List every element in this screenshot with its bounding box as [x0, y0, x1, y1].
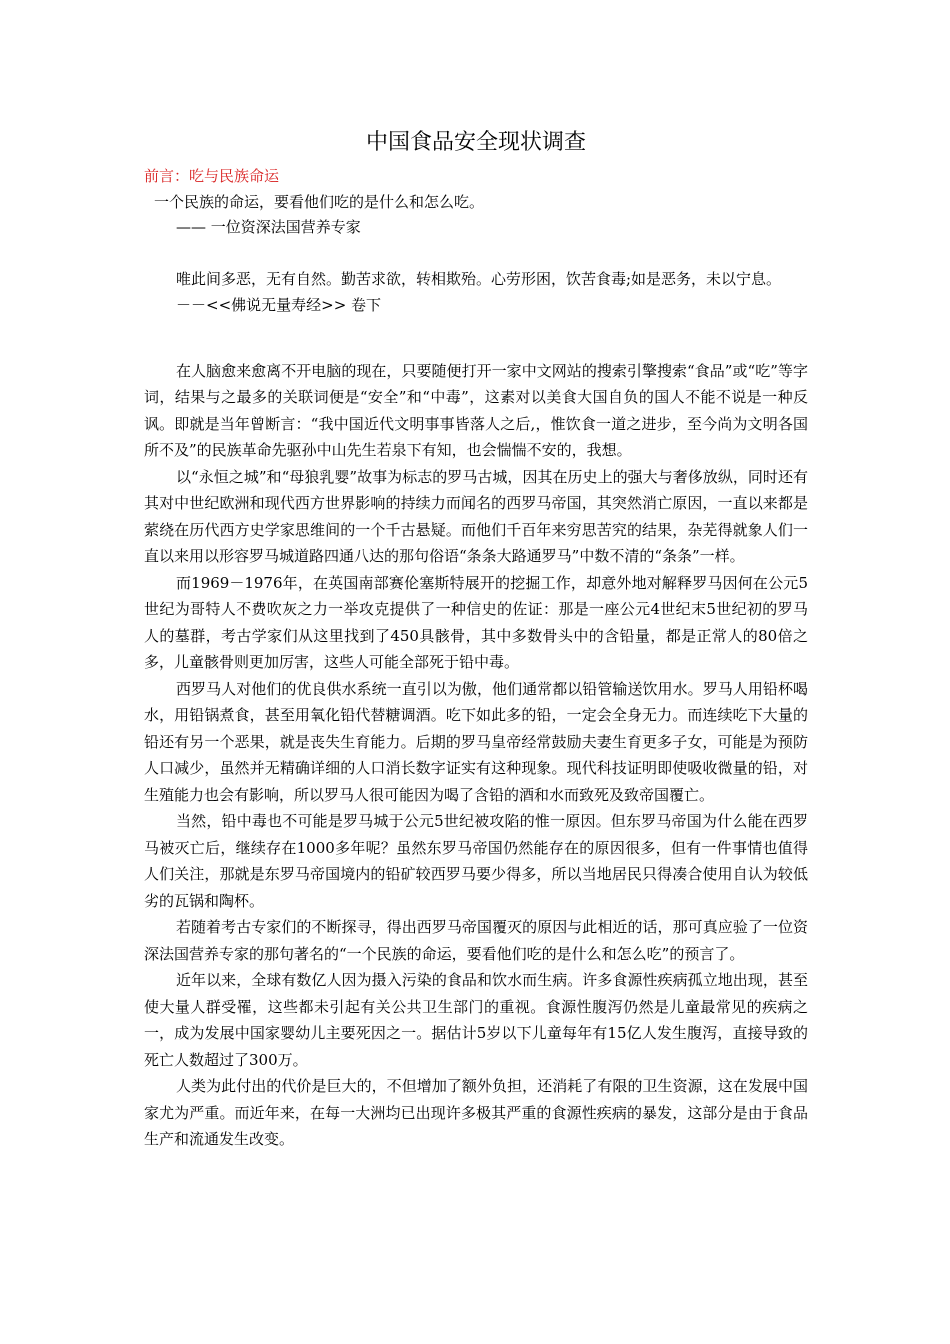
spacer: [144, 318, 808, 344]
body-paragraph-2: 以“永恒之城”和“母狼乳婴”故事为标志的罗马古城，因其在历史上的强大与奢侈放纵，同时还有其对中世纪欧洲和现代西方世界影响的持续力而闻名的西罗马帝国，其突然消亡原因，一直以来都是萦绕在历代西方史学家思维间的一个千古悬疑。而他们千百年来穷思苦究的结果，杂芜得就象人们一直以来用以形容罗马城道路四通八达的那句俗语“条条大路通罗马”中数不清的“条条”一样。: [144, 467, 808, 565]
epigraph-1-attribution: —— 一位资深法国营养专家: [176, 218, 361, 236]
spacer: [144, 240, 808, 266]
body-paragraph-1: 在人脑愈来愈离不开电脑的现在，只要随便打开一家中文网站的搜索引擎搜索“食品”或“吃”等字词，结果与之最多的关联词便是“安全”和“中毒”，这素对以美食大国自负的国人不能不说是一种反讽。即就是当年曾断言：“我中国近代文明事事皆落人之后,，惟饮食一道之进步，至今尚为文明各国所不及”的民族革命先驱孙中山先生若泉下有知，也会惴惴不安的，我想。: [144, 361, 808, 459]
body-paragraph-3: 而1969－1976年，在英国南部赛伦塞斯特展开的挖掘工作，却意外地对解释罗马因何在公元5世纪为哥特人不费吹灰之力一举攻克提供了一种信史的佐证：那是一座公元4世纪末5世纪初的罗马人的墓群，考古学家们从这里找到了450具骸骨，其中多数骨头中的含铅量，都是正常人的80倍之多，儿童骸骨则更加厉害，这些人可能全部死于铅中毒。: [144, 573, 808, 671]
body-paragraph-5: 当然，铅中毒也不可能是罗马城于公元5世纪被攻陷的惟一原因。但东罗马帝国为什么能在西罗马被灭亡后，继续存在1000多年呢？虽然东罗马帝国仍然能存在的原因很多，但有一件事情也值得人们关注，那就是东罗马帝国境内的铅矿较西罗马要少得多，所以当地居民只得凑合使用自认为较低劣的瓦锅和陶杯。: [144, 812, 808, 910]
document-title: 中国食品安全现状调查: [365, 130, 586, 155]
epigraph-2-attribution: －－<<佛说无量寿经>> 卷下: [176, 295, 382, 314]
spacer: [144, 344, 808, 358]
body-paragraph-8: 人类为此付出的代价是巨大的，不但增加了额外负担，还消耗了有限的卫生资源，这在发展中国家尤为严重。而近年来，在每一大洲均已出现许多极其严重的食源性疾病的暴发，这部分是由于食品生产和流通发生改变。: [144, 1077, 808, 1148]
epigraph-2-text: 唯此间多恶，无有自然。勤苦求欲，转相欺殆。心劳形困，饮苦食毒;如是恶务，未以宁息。: [176, 270, 782, 288]
epigraph-1-text: 一个民族的命运，要看他们吃的是什么和怎么吃。: [154, 193, 485, 211]
document-page: [144, 128, 808, 1153]
body-paragraph-4: 西罗马人对他们的优良供水系统一直引以为傲，他们通常都以铅管输送饮用水。罗马人用铅杯喝水，用铅锅煮食，甚至用氧化铅代替糖调酒。吃下如此多的铅，一定会全身无力。而连续吃下大量的铅还有另一个恶果，就是丧失生育能力。后期的罗马皇帝经常鼓励夫妻生育更多子女，可能是为预防人口减少，虽然并无精确详细的人口消长数字证实有这种现象。现代科技证明即使吸收微量的铅，对生殖能力也会有影响，所以罗马人很可能因为喝了含铅的酒和水而致死及致帝国覆亡。: [144, 679, 808, 804]
body-paragraph-6: 若随着考古专家们的不断探寻，得出西罗马帝国覆灭的原因与此相近的话，那可真应验了一位资深法国营养专家的那句著名的“一个民族的命运，要看他们吃的是什么和怎么吃”的预言了。: [144, 918, 808, 963]
body-paragraph-7: 近年以来，全球有数亿人因为摄入污染的食品和饮水而生病。许多食源性疾病孤立地出现，甚至使大量人群受罹，这些都未引起有关公共卫生部门的重视。食源性腹泻仍然是儿童最常见的疾病之一，成为发展中国家婴幼儿主要死因之一。据估计5岁以下儿童每年有15亿人发生腹泻，直接导致的死亡人数超过了300万。: [144, 971, 808, 1069]
section-heading: 前言：吃与民族命运: [144, 167, 280, 185]
